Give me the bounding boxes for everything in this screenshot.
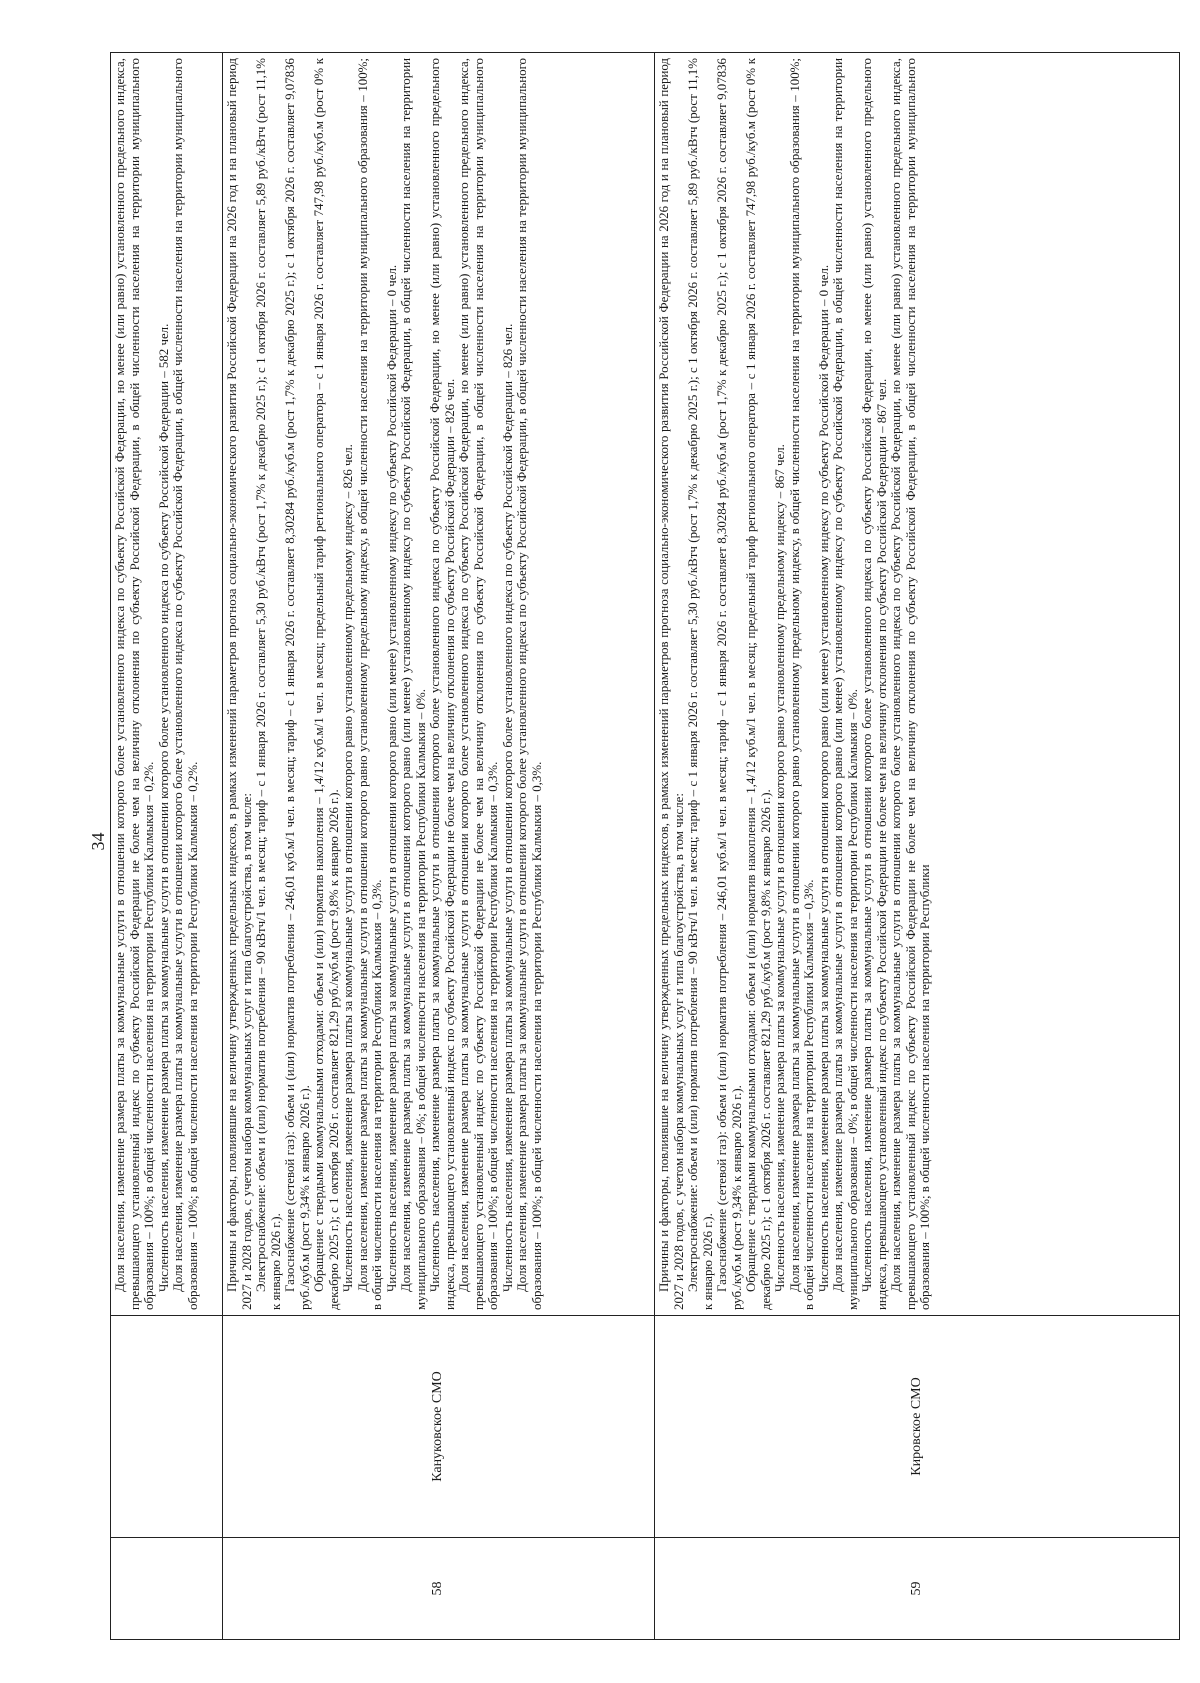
municipality-name: Кануковское СМО (223, 1316, 655, 1538)
row-number (111, 1538, 223, 1640)
table-row (111, 53, 223, 1640)
row-paragraph: Обращение с твердыми коммунальными отходами: объем и (или) норматив накопления – 1,4/12 куб.м/1 чел. в месяц; предельный тариф регионального оператора – с 1 января 2026 г. составляет 747,98 руб./куб.м (рост 0% к декабрю 2025 г.); с 1 октября 2026 г. составляет 821,29 руб./куб.м (рост 9,8% к январю 2026 г.). (312, 58, 341, 1310)
row-number: 59 (655, 1538, 1180, 1640)
row-paragraph: Доля населения, изменение размера платы за коммунальные услуги в отношении которого равно установленному предельному индексу, в общей численности населения на территории муниципального образования – 100%; в общей численности населения на территории Республики Калмыкия – 0,3%. (355, 58, 384, 1310)
page-number: 34 (88, 832, 108, 851)
row-paragraph: Доля населения, изменение размера платы за коммунальные услуги в отношении которого равно (или менее) установленному индексу по субъекту Российской Федерации, в общей численности населения на территории муниципального образования – 0%; в общей численности населения на территории Республики Калмыкия – 0%. (399, 58, 428, 1310)
row-paragraph: Численность населения, изменение размера платы за коммунальные услуги в отношении которого более установленного индекса по субъекту Российской Федерации – 582 чел. (156, 323, 171, 1292)
row-paragraph: Численность населения, изменение размера платы за коммунальные услуги в отношении которого равно установленному предельному индексу – 867 чел. (773, 444, 787, 1292)
row-paragraph: Причины и факторы, повлиявшие на величину утвержденных предельных индексов, в рамках изменений параметров прогноза социально-экономического развития Российской Федерации на 2026 год и на плановый период 2027 и 2028 годов, с учетом набора коммунальных услуг и типа благоустройства, в том числе: (657, 58, 686, 1310)
row-paragraph: Доля населения, изменение размера платы за коммунальные услуги в отношении которого более установленного индекса по субъекту Российской Федерации, в общей численности населения на территории муниципального образования – 100%; в общей численности населения на территории Республики Калмыкия – 0,2%. (171, 58, 200, 1310)
row-paragraph: Доля населения, изменение размера платы за коммунальные услуги в отношении которого более установленного индекса по субъекту Российской Федерации, но менее (или равно) установленного предельного индекса, превышающего установленный индекс по субъекту Российской Федерации не более чем на величину отклонения по субъекту Российской Федерации, в общей численности населения на территории муниципального образования – 100%; в общей численности населения на территории Республики (889, 58, 932, 1310)
table-row (655, 53, 1180, 1640)
row-paragraph: Газоснабжение (сетевой газ): объем и (или) норматив потребления – 246,01 куб.м/1 чел. в месяц; тариф – с 1 января 2026 г. составляет 8,30284 руб./куб.м (рост 1,7% к декабрю 2025 г.); с 1 октября 2026 г. составляет 9,07836 руб./куб.м (рост 9,34% к январю 2026 г.). (715, 58, 744, 1310)
row-paragraph: Обращение с твердыми коммунальными отходами: объем и (или) норматив накопления – 1,4/12 куб.м/1 чел. в месяц; предельный тариф регионального оператора – с 1 января 2026 г. составляет 747,98 руб./куб.м (рост 0% к декабрю 2025 г.); с 1 октября 2026 г. составляет 821,29 руб./куб.м (рост 9,8% к январю 2026 г.). (744, 58, 773, 1310)
row-paragraph: Численность населения, изменение размера платы за коммунальные услуги в отношении которого равно (или менее) установленному индексу по субъекту Российской Федерации – 0 чел. (384, 264, 399, 1292)
row-paragraph: Доля населения, изменение размера платы за коммунальные услуги в отношении которого более установленного индекса по субъекту Российской Федерации, в общей численности населения на территории муниципального образования – 100%; в общей численности населения на территории Республики Калмыкия – 0,3%. (515, 58, 544, 1310)
row-paragraph: Электроснабжение: объем и (или) норматив потребления – 90 кВтч/1 чел. в месяц; тариф – с 1 января 2026 г. составляет 5,30 руб./кВтч (рост 1,7% к декабрю 2025 г.); с 1 октября 2026 г. составляет 5,89 руб./кВтч (рост 11,1% к январю 2026 г.). (254, 58, 283, 1310)
row-paragraph: Доля населения, изменение размера платы за коммунальные услуги в отношении которого более установленного индекса по субъекту Российской Федерации, но менее (или равно) установленного предельного индекса, превышающего установленный индекс по субъекту Российской Федерации не более чем на величину отклонения по субъекту Российской Федерации, в общей численности населения на территории муниципального образования – 100%; в общей численности населения на территории Республики Калмыкия – 0,2%. (113, 58, 156, 1310)
row-paragraph: Доля населения, изменение размера платы за коммунальные услуги в отношении которого равно установленному предельному индексу, в общей численности населения на территории муниципального образования – 100%; в общей численности населения на территории Республики Калмыкия – 0,3%. (787, 58, 816, 1310)
row-description (111, 53, 223, 1316)
row-number: 58 (223, 1538, 655, 1640)
row-paragraph: Причины и факторы, повлиявшие на величину утвержденных предельных индексов, в рамках изменений параметров прогноза социально-экономического развития Российской Федерации на 2026 год и на плановый период 2027 и 2028 годов, с учетом набора коммунальных услуг и типа благоустройства, в том числе: (225, 58, 254, 1310)
row-description (223, 53, 655, 1316)
indices-table (110, 52, 1180, 1640)
table-row (223, 53, 655, 1640)
row-paragraph: Численность населения, изменение размера платы за коммунальные услуги в отношении которого равно (или менее) установленному индексу по субъекту Российской Федерации – 0 чел. (816, 264, 831, 1292)
row-paragraph: Численность населения, изменение размера платы за коммунальные услуги в отношении которого более установленного индекса по субъекту Российской Федерации, но менее (или равно) установленного предельного индекса, превышающего установленный индекс по субъекту Российской Федерации не более чем на величину отклонения по субъекту Российской Федерации – 867 чел. (860, 58, 889, 1310)
row-description (655, 53, 1180, 1316)
row-paragraph: Численность населения, изменение размера платы за коммунальные услуги в отношении которого равно установленному предельному индексу – 826 чел. (341, 444, 355, 1292)
row-paragraph: Электроснабжение: объем и (или) норматив потребления – 90 кВтч/1 чел. в месяц; тариф – с 1 января 2026 г. составляет 5,30 руб./кВтч (рост 1,7% к декабрю 2025 г.); с 1 октября 2026 г. составляет 5,89 руб./кВтч (рост 11,1% к январю 2026 г.). (686, 58, 715, 1310)
row-paragraph: Численность населения, изменение размера платы за коммунальные услуги в отношении которого более установленного индекса по субъекту Российской Федерации, но менее (или равно) установленного предельного индекса, превышающего установленный индекс по субъекту Российской Федерации не более чем на величину отклонения по субъекту Российской Федерации – 826 чел. (428, 58, 457, 1310)
municipality-name: Кировское СМО (655, 1316, 1180, 1538)
municipality-name (111, 1316, 223, 1538)
row-paragraph: Доля населения, изменение размера платы за коммунальные услуги в отношении которого более установленного индекса по субъекту Российской Федерации, но менее (или равно) установленного предельного индекса, превышающего установленный индекс по субъекту Российской Федерации не более чем на величину отклонения по субъекту Российской Федерации, в общей численности населения на территории муниципального образования – 100%; в общей численности населения на территории Республики Калмыкия – 0,3%. (457, 58, 500, 1310)
row-paragraph: Доля населения, изменение размера платы за коммунальные услуги в отношении которого равно (или менее) установленному индексу по субъекту Российской Федерации, в общей численности населения на территории муниципального образования – 0%; в общей численности населения на территории Республики Калмыкия – 0%. (831, 58, 860, 1310)
row-paragraph: Газоснабжение (сетевой газ): объем и (или) норматив потребления – 246,01 куб.м/1 чел. в месяц; тариф – с 1 января 2026 г. составляет 8,30284 руб./куб.м (рост 1,7% к декабрю 2025 г.); с 1 октября 2026 г. составляет 9,07836 руб./куб.м (рост 9,34% к январю 2026 г.). (283, 58, 312, 1310)
row-paragraph: Численность населения, изменение размера платы за коммунальные услуги в отношении которого более установленного индекса по субъекту Российской Федерации – 826 чел. (500, 323, 515, 1292)
